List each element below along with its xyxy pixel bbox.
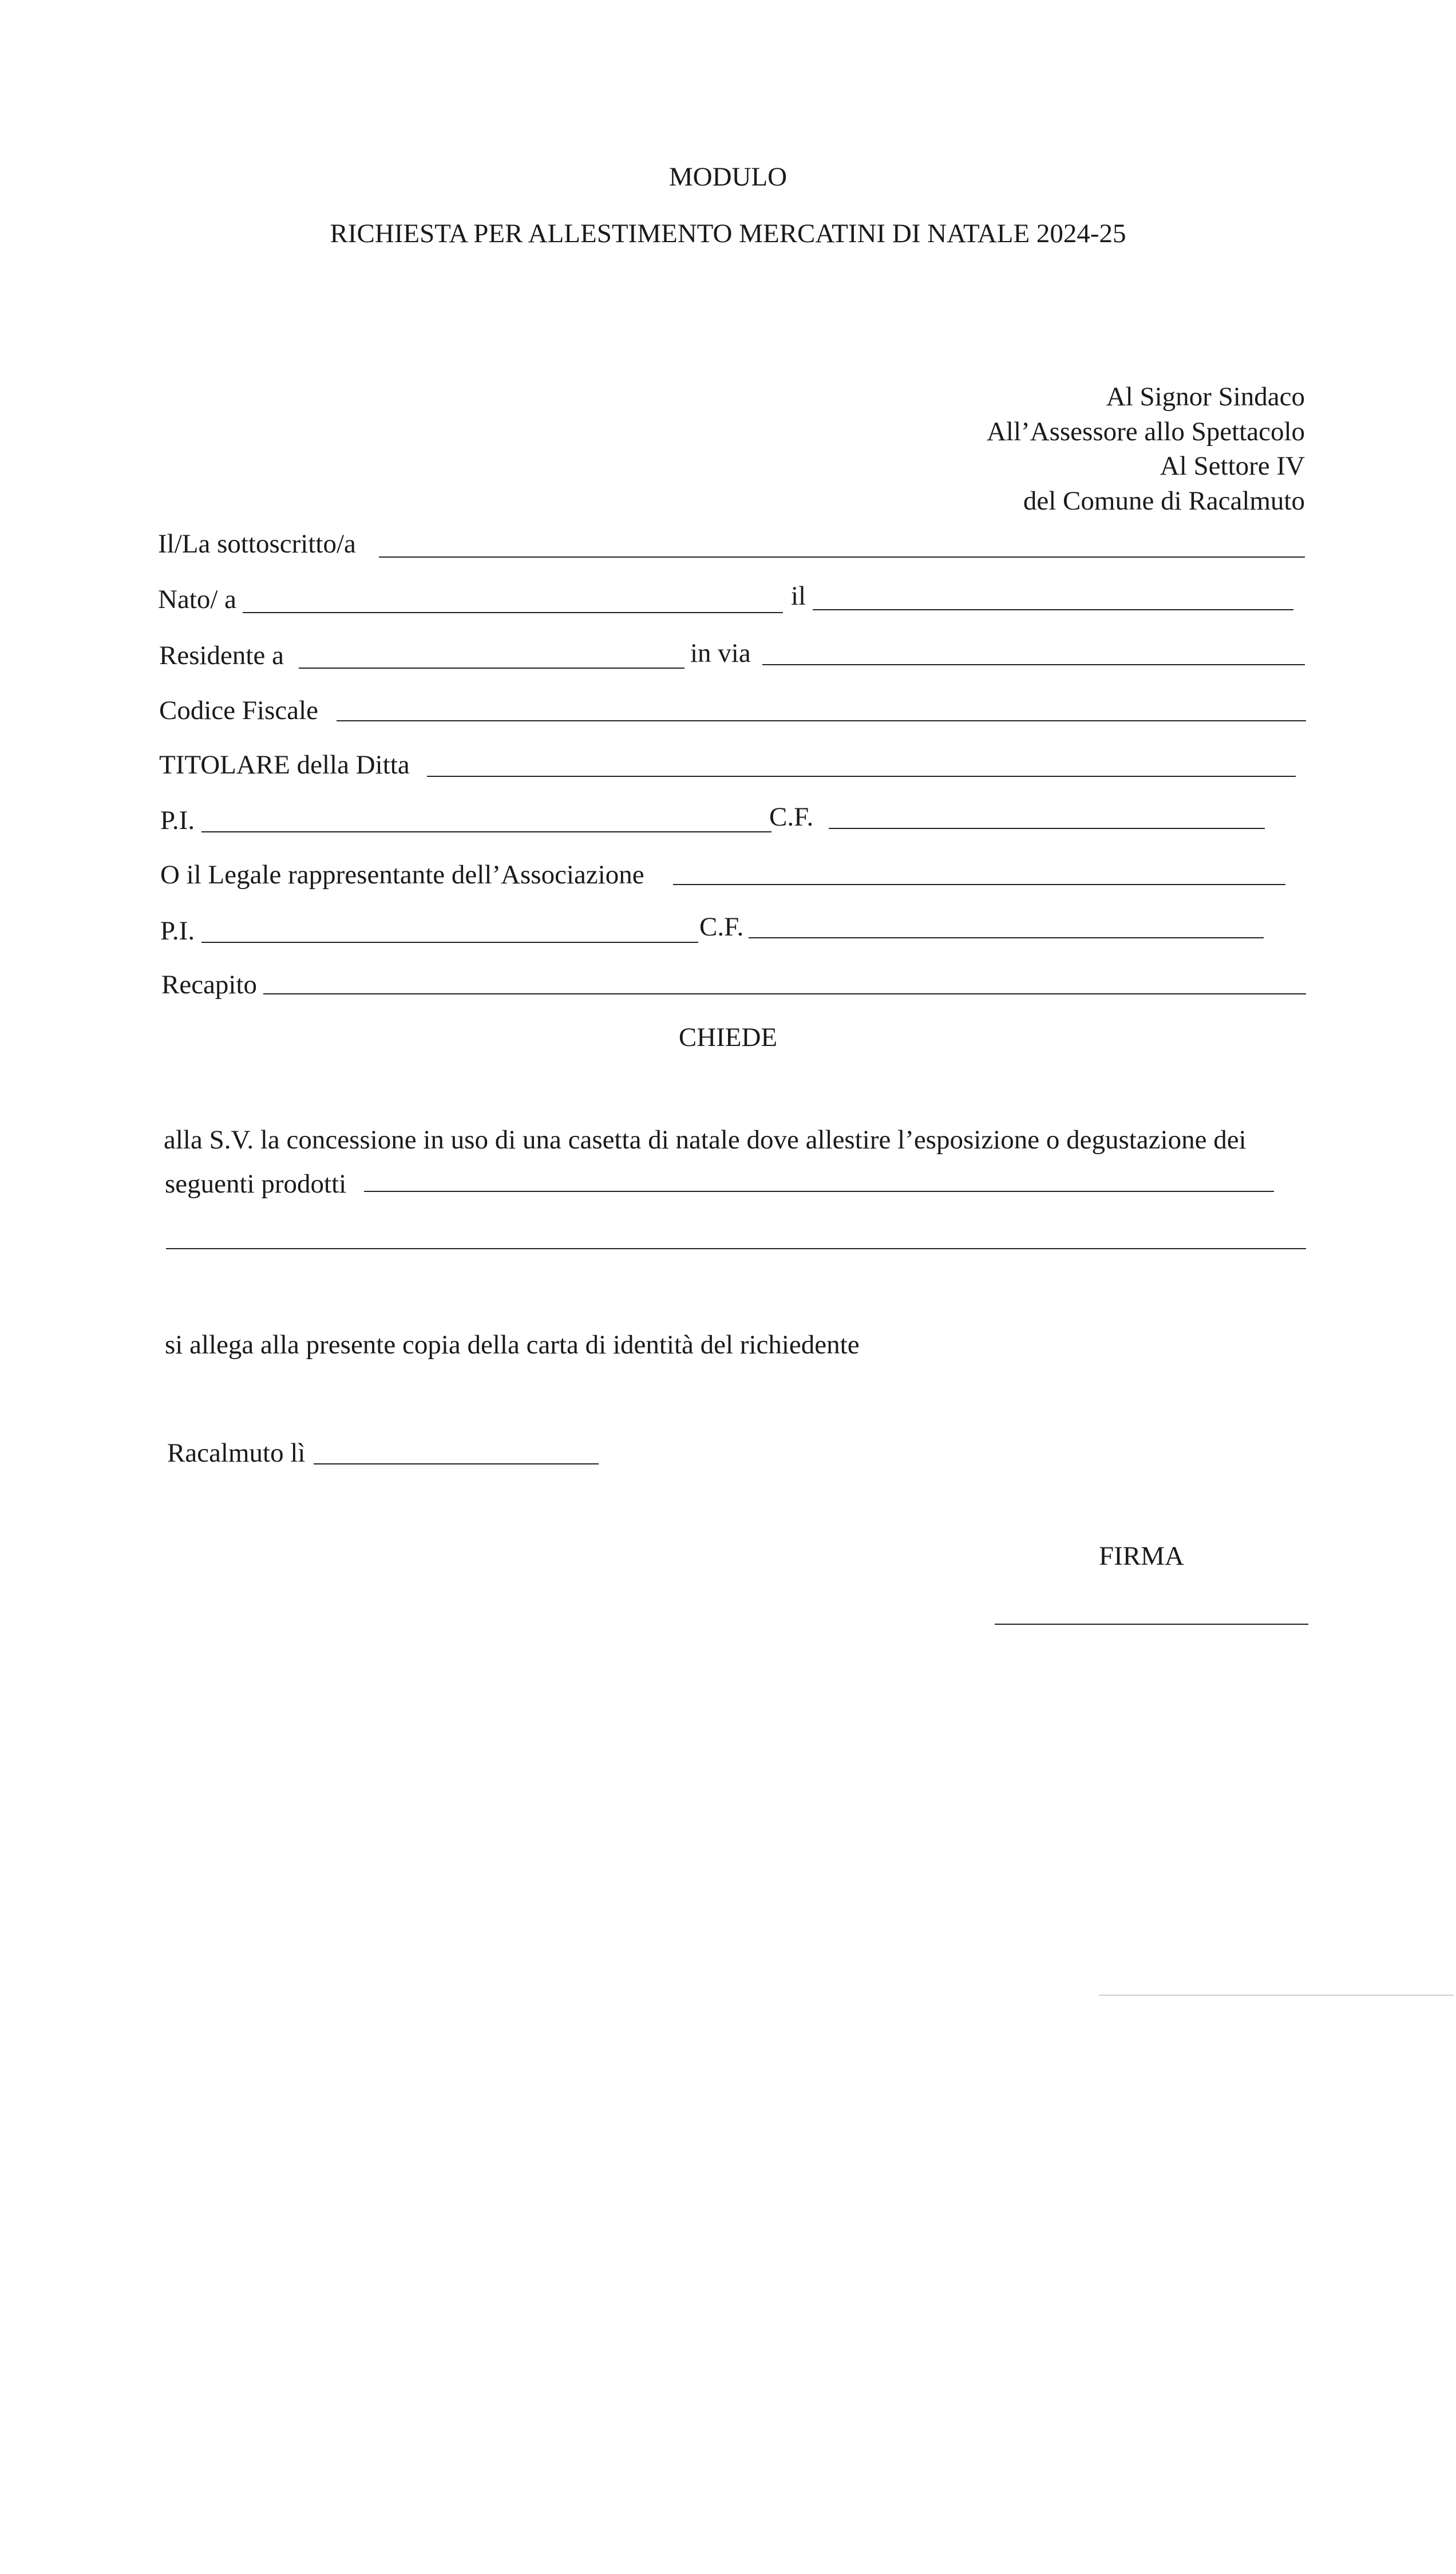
residence-field[interactable]: [299, 668, 685, 669]
sottoscritto-field[interactable]: [379, 556, 1305, 558]
cf-label-2: C.F.: [699, 912, 744, 942]
cf-field-1[interactable]: [829, 828, 1265, 829]
attachment-note: si allega alla presente copia della carta di identità del richiedente: [165, 1330, 860, 1360]
recipient-line-4: del Comune di Racalmuto: [1023, 486, 1305, 516]
signature-label: FIRMA: [1099, 1541, 1184, 1571]
vat-field-2[interactable]: [201, 942, 698, 943]
vat-label-2: P.I.: [160, 916, 195, 946]
recipient-line-3: Al Settore IV: [1160, 451, 1305, 481]
cf-label-1: C.F.: [769, 802, 814, 832]
birthplace-label: Nato/ a: [158, 585, 237, 614]
fiscal-code-label: Codice Fiscale: [159, 696, 319, 725]
legal-rep-label: O il Legale rappresentante dell’Associazione: [160, 860, 644, 890]
street-label: in via: [690, 638, 751, 668]
scan-separator-line: [1099, 1995, 1454, 1996]
sottoscritto-label: Il/La sottoscritto/a: [158, 529, 356, 559]
recipient-line-2: All’Assessore allo Spettacolo: [986, 417, 1305, 447]
birthplace-field[interactable]: [243, 612, 783, 613]
module-label: MODULO: [668, 162, 788, 192]
place-date-label: Racalmuto lì: [167, 1438, 306, 1468]
products-field-1[interactable]: [364, 1191, 1274, 1192]
birthdate-label: il: [791, 581, 806, 611]
contact-label: Recapito: [161, 970, 258, 1000]
cf-field-2[interactable]: [749, 937, 1264, 938]
company-owner-field[interactable]: [427, 776, 1296, 777]
request-body-line-1: alla S.V. la concessione in uso di una casetta di natale dove allestire l’esposizione o degustazione dei: [164, 1125, 1247, 1155]
company-owner-label: TITOLARE della Ditta: [159, 750, 410, 780]
street-field[interactable]: [762, 664, 1305, 665]
recipient-line-1: Al Signor Sindaco: [1106, 382, 1305, 412]
date-field[interactable]: [314, 1463, 599, 1464]
form-title: RICHIESTA PER ALLESTIMENTO MERCATINI DI NATALE 2024-25: [330, 219, 1126, 248]
contact-field[interactable]: [263, 993, 1306, 994]
signature-field[interactable]: [995, 1624, 1308, 1625]
legal-rep-field[interactable]: [673, 884, 1285, 885]
request-body-line-2: seguenti prodotti: [165, 1169, 347, 1199]
request-heading: CHIEDE: [678, 1023, 778, 1052]
vat-field-1[interactable]: [201, 831, 771, 832]
vat-label-1: P.I.: [160, 806, 195, 835]
fiscal-code-field[interactable]: [337, 720, 1306, 721]
residence-label: Residente a: [159, 641, 284, 670]
birthdate-field[interactable]: [813, 609, 1293, 610]
products-field-2[interactable]: [166, 1248, 1306, 1249]
